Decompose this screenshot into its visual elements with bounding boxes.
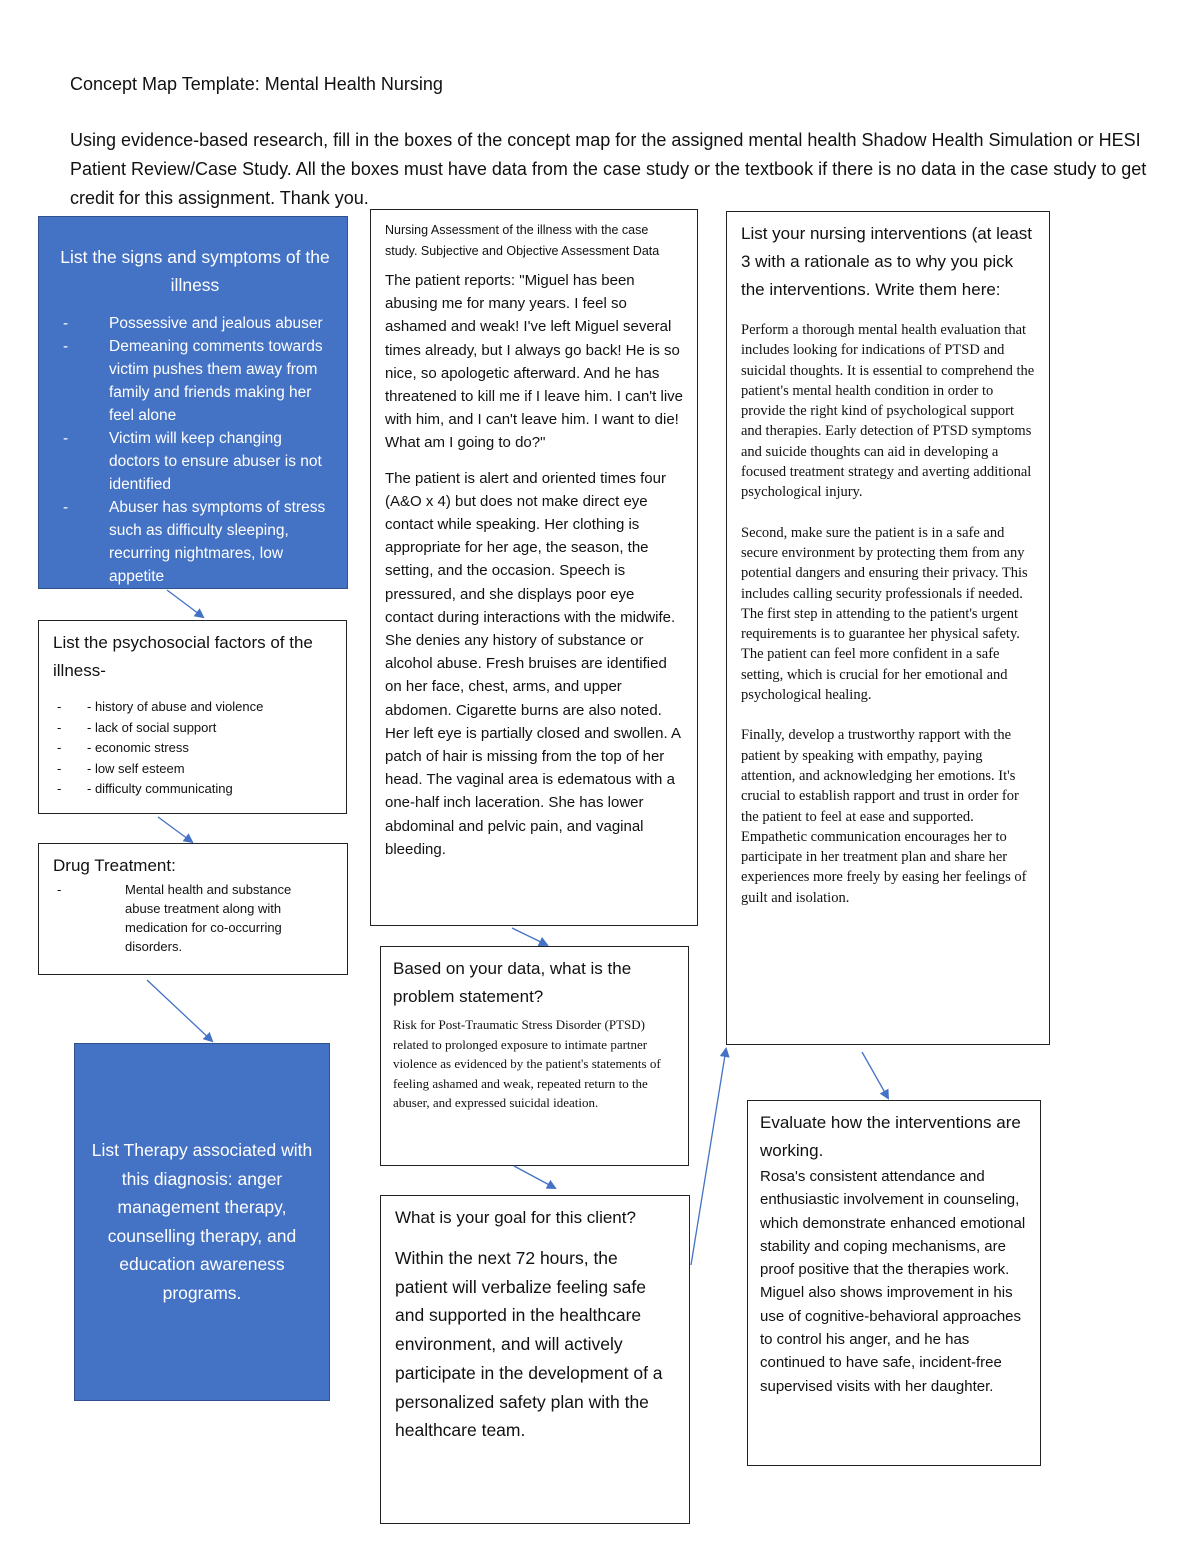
list-item: - - difficulty communicating — [53, 779, 332, 800]
arrow-interventions-to-evaluate — [862, 1052, 888, 1098]
list-item: - Demeaning comments towards victim pushes them away from family and friends making her feel alone — [59, 335, 331, 427]
page-title: Concept Map Template: Mental Health Nursing — [70, 74, 443, 94]
subjective-data: The patient reports: "Miguel has been abusing me for many years. I feel so ashamed and weak! I've left Miguel several times already, but I always go back! He is so nice, so apologetic afterward. And he has threatened to kill me if I leave him. I can't live with him, and I can't leave him. I want to die! What am I going to do?" — [385, 272, 684, 452]
evaluation-heading: Evaluate how the interventions are working. — [760, 1113, 1021, 1160]
instructions-paragraph: Using evidence-based research, fill in the boxes of the concept map for the assigned mental health Shadow Health Simulation or HESI Patient Review/Case Study. All the boxes must have data from the case study or the textbook if there is no data in the case study to get credit for this assignment. Thank you. — [70, 130, 1147, 208]
arrow-psychosocial-to-drug — [158, 817, 192, 842]
list-item: - Possessive and jealous abuser — [59, 312, 331, 335]
drug-treatment-heading: Drug Treatment: — [53, 856, 176, 875]
list-item: - - lack of social support — [53, 718, 332, 739]
arrow-goal-to-interventions — [691, 1049, 726, 1265]
list-item: - - low self esteem — [53, 759, 332, 780]
objective-data: The patient is alert and oriented times four (A&O x 4) but does not make direct eye contact while speaking. Her clothing is appropriate for her age, the season, the setting, and the occasion. Speech is pressured, and she displays poor eye contact during interactions with the midwife. She denies any history of substance or alcohol abuse. Fresh bruises are identified on her face, chest, arms, and upper abdomen. Cigarette burns are also noted. Her left eye is partially closed and swollen. A patch of hair is missing from the top of her head. The vaginal area is edematous with a one-half inch laceration. She has lower abdominal and pelvic pain, and vaginal bleeding. — [385, 469, 681, 858]
list-item: - Victim will keep changing doctors to ensure abuser is not identified — [59, 427, 331, 496]
intervention-paragraph: Finally, develop a trustworthy rapport with the patient by speaking with empathy, paying attention, and acknowledging her emotions. It's crucial to establish rapport and trust in order for the patient to feel at ease and supported. Empathetic communication encourages her to participate in her treatment plan and share her experiences more freely by easing her feelings of guilt and isolation. — [741, 727, 1027, 906]
intervention-paragraph: Perform a thorough mental health evaluation that includes looking for indications of PTSD and suicidal thoughts. It is essential to comprehend the patient's mental health condition in order to provide the right kind of psychological support and therapies. Early detection of PTSD symptoms and suicide thoughts can aid in developing a focused treatment strategy and averting additional psychological injury. — [741, 322, 1035, 501]
goal-text: Within the next 72 hours, the patient will verbalize feeling safe and supported in the healthcare environment, and will actively participate in the development of a personalized safety plan with the healthcare team. — [395, 1248, 663, 1441]
problem-heading: Based on your data, what is the problem statement? — [393, 959, 632, 1006]
interventions-heading: List your nursing interventions (at least 3 with a rationale as to why you pick the interventions. Write them here: — [741, 224, 1033, 299]
therapy-text: List Therapy associated with this diagnosis: anger management therapy, counselling therapy, and education awareness programs. — [91, 1140, 313, 1303]
arrow-drug-to-therapy — [147, 980, 212, 1041]
list-item: - - history of abuse and violence — [53, 697, 332, 718]
list-item: - - economic stress — [53, 738, 332, 759]
evaluation-text: Rosa's consistent attendance and enthusiastic involvement in counseling, which demonstrate enhanced emotional stability and coping mechanisms, are proof positive that the therapies work. Miguel also shows improvement in his use of cognitive-behavioral approaches to control his anger, and he has continued to have safe, incident-free supervised visits with her daughter. — [760, 1168, 1026, 1395]
intervention-paragraph: Second, make sure the patient is in a safe and secure environment by protecting them from any potential dangers and ensuring their privacy. This includes calling security professionals if needed. The first step in attending to the patient's urgent requirements is to guarantee her physical safety. The patient can feel more confident in a safe setting, which is crucial for her emotional and psychological healing. — [741, 524, 1028, 704]
problem-text: Risk for Post-Traumatic Stress Disorder (PTSD) related to prolonged exposure to intimate partner violence as evidenced by the patient's statements of feeling ashamed and weak, repeated return to the abuser, and expressed suicidal ideation. — [393, 1017, 661, 1110]
arrow-signs-to-psychosocial — [167, 590, 203, 617]
list-item: - Mental health and substance abuse treatment along with medication for co-occurring disorders. — [53, 880, 333, 956]
signs-symptoms-heading: List the signs and symptoms of the illness — [60, 247, 330, 295]
list-item: - Abuser has symptoms of stress such as difficulty sleeping, recurring nightmares, low appetite — [59, 496, 331, 588]
assessment-heading: Nursing Assessment of the illness with the case study. Subjective and Objective Assessment Data — [385, 223, 660, 258]
arrow-assessment-to-problem — [512, 928, 547, 945]
psychosocial-heading: List the psychosocial factors of the illness- — [53, 633, 313, 680]
goal-heading: What is your goal for this client? — [395, 1208, 636, 1227]
arrow-problem-to-goal — [514, 1166, 555, 1188]
